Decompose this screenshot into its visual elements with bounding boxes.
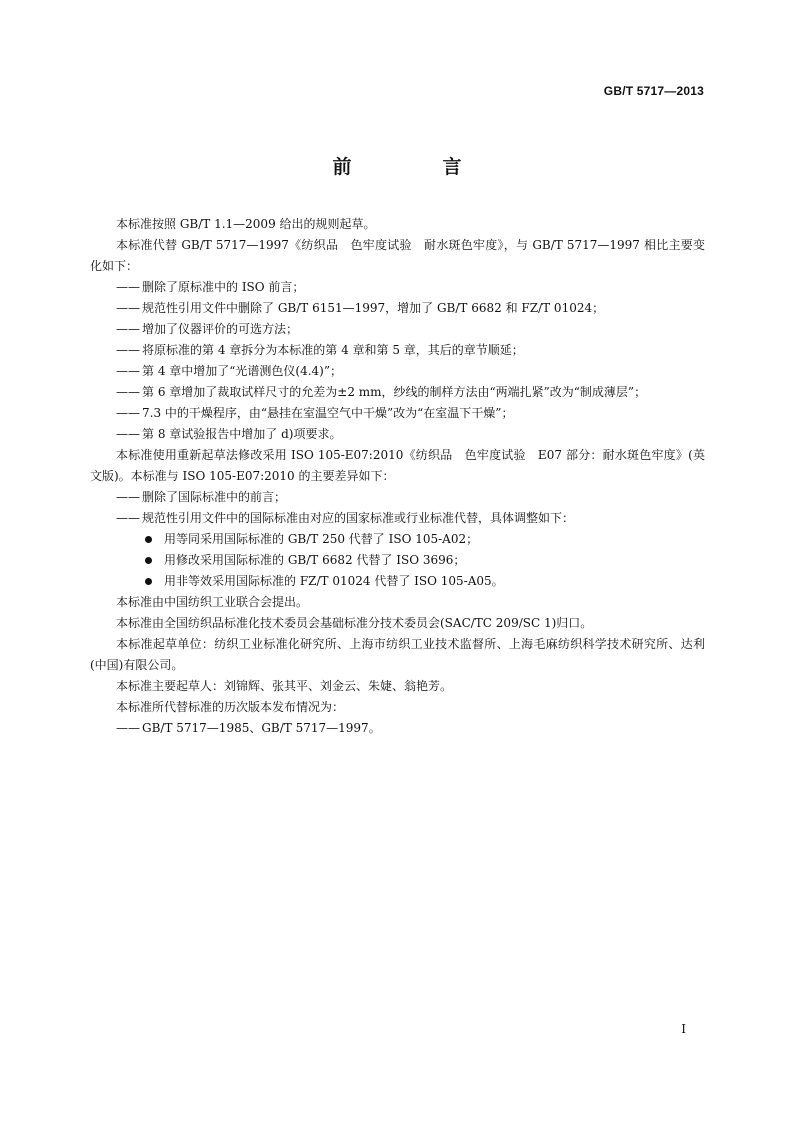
dash-marker: —— [116, 301, 140, 315]
dash-marker: —— [116, 364, 140, 378]
page-title: 前 言 [332, 156, 498, 178]
paragraph-drafters: 本标准主要起草人：刘锦辉、张其平、刘金云、朱婕、翁艳芳。 [116, 679, 453, 693]
bullet-item [90, 571, 705, 592]
list-item-text: 第 6 章增加了裁取试样尺寸的允差为±2 mm，纱线的制样方法由“两端扎紧”改为“制成薄层”； [142, 385, 647, 399]
paragraph-adoption: 本标准使用重新起草法修改采用 ISO 105-E07:2010《纺织品 色牢度试验 E07 部分：耐水斑色牢度》(英文版)。本标准与 ISO 105-E07:2010 的主要差异如下： [90, 448, 705, 483]
dash-marker: —— [116, 490, 140, 504]
dash-marker: —— [116, 721, 140, 735]
bullet-dot-icon [145, 578, 152, 585]
list-item-text: 将原标准的第 4 章拆分为本标准的第 4 章和第 5 章，其后的章节顺延； [142, 343, 524, 357]
list-item [90, 319, 705, 340]
list-item [90, 382, 705, 403]
dash-marker: —— [116, 322, 140, 336]
list-item-text: 规范性引用文件中的国际标准由对应的国家标准或行业标准代替，具体调整如下： [142, 511, 575, 525]
foreword-body [90, 214, 705, 739]
paragraph-history-intro: 本标准所代替标准的历次版本发布情况为： [116, 700, 345, 714]
list-item [90, 340, 705, 361]
list-item [90, 718, 705, 739]
paragraph-replaces: 本标准代替 GB/T 5717—1997《纺织品 色牢度试验 耐水斑色牢度》，与 GB/T 5717—1997 相比主要变化如下： [90, 238, 705, 273]
list-item-text: 删除了国际标准中的前言； [142, 490, 287, 504]
list-item [90, 487, 705, 508]
list-item-text: 规范性引用文件中删除了 GB/T 6151—1997，增加了 GB/T 6682 和 FZ/T 01024； [142, 301, 605, 315]
list-item [90, 277, 705, 298]
bullet-item [90, 529, 705, 550]
list-item-text: GB/T 5717—1985、GB/T 5717—1997。 [142, 721, 381, 735]
dash-marker: —— [116, 385, 140, 399]
bullet-dot-icon [145, 536, 152, 543]
list-item-text: 第 4 章中增加了“光谱测色仪(4.4)”； [142, 364, 342, 378]
list-item [90, 508, 705, 529]
dash-marker: —— [116, 511, 140, 525]
list-item [90, 298, 705, 319]
list-item-text: 7.3 中的干燥程序，由“悬挂在室温空气中干燥”改为“在室温下干燥”； [142, 406, 514, 420]
dash-marker: —— [116, 343, 140, 357]
list-item [90, 403, 705, 424]
list-item [90, 361, 705, 382]
list-item-text: 增加了仪器评价的可选方法； [142, 322, 299, 336]
page-number: I [681, 1022, 686, 1036]
list-item-text: 删除了原标准中的 ISO 前言； [142, 280, 305, 294]
bullet-item-text: 用修改采用国际标准的 GB/T 6682 代替了 ISO 3696； [164, 553, 466, 567]
bullet-item-text: 用非等效采用国际标准的 FZ/T 01024 代替了 ISO 105-A05。 [164, 574, 504, 588]
list-item [90, 424, 705, 445]
dash-marker: —— [116, 427, 140, 441]
paragraph-drafting-rules: 本标准按照 GB/T 1.1—2009 给出的规则起草。 [116, 217, 376, 231]
bullet-dot-icon [145, 557, 152, 564]
paragraph-proposer: 本标准由中国纺织工业联合会提出。 [116, 595, 309, 609]
bullet-item [90, 550, 705, 571]
standard-code: GB/T 5717—2013 [603, 84, 704, 98]
paragraph-committee: 本标准由全国纺织品标准化技术委员会基础标准分技术委员会(SAC/TC 209/SC 1)归口。 [116, 616, 593, 630]
bullet-item-text: 用等同采用国际标准的 GB/T 250 代替了 ISO 105-A02； [164, 532, 479, 546]
list-item-text: 第 8 章试验报告中增加了 d)项要求。 [142, 427, 342, 441]
dash-marker: —— [116, 280, 140, 294]
paragraph-drafting-units: 本标准起草单位：纺织工业标准化研究所、上海市纺织工业技术监督所、上海毛麻纺织科学技术研究所、达利(中国)有限公司。 [90, 637, 705, 672]
dash-marker: —— [116, 406, 140, 420]
